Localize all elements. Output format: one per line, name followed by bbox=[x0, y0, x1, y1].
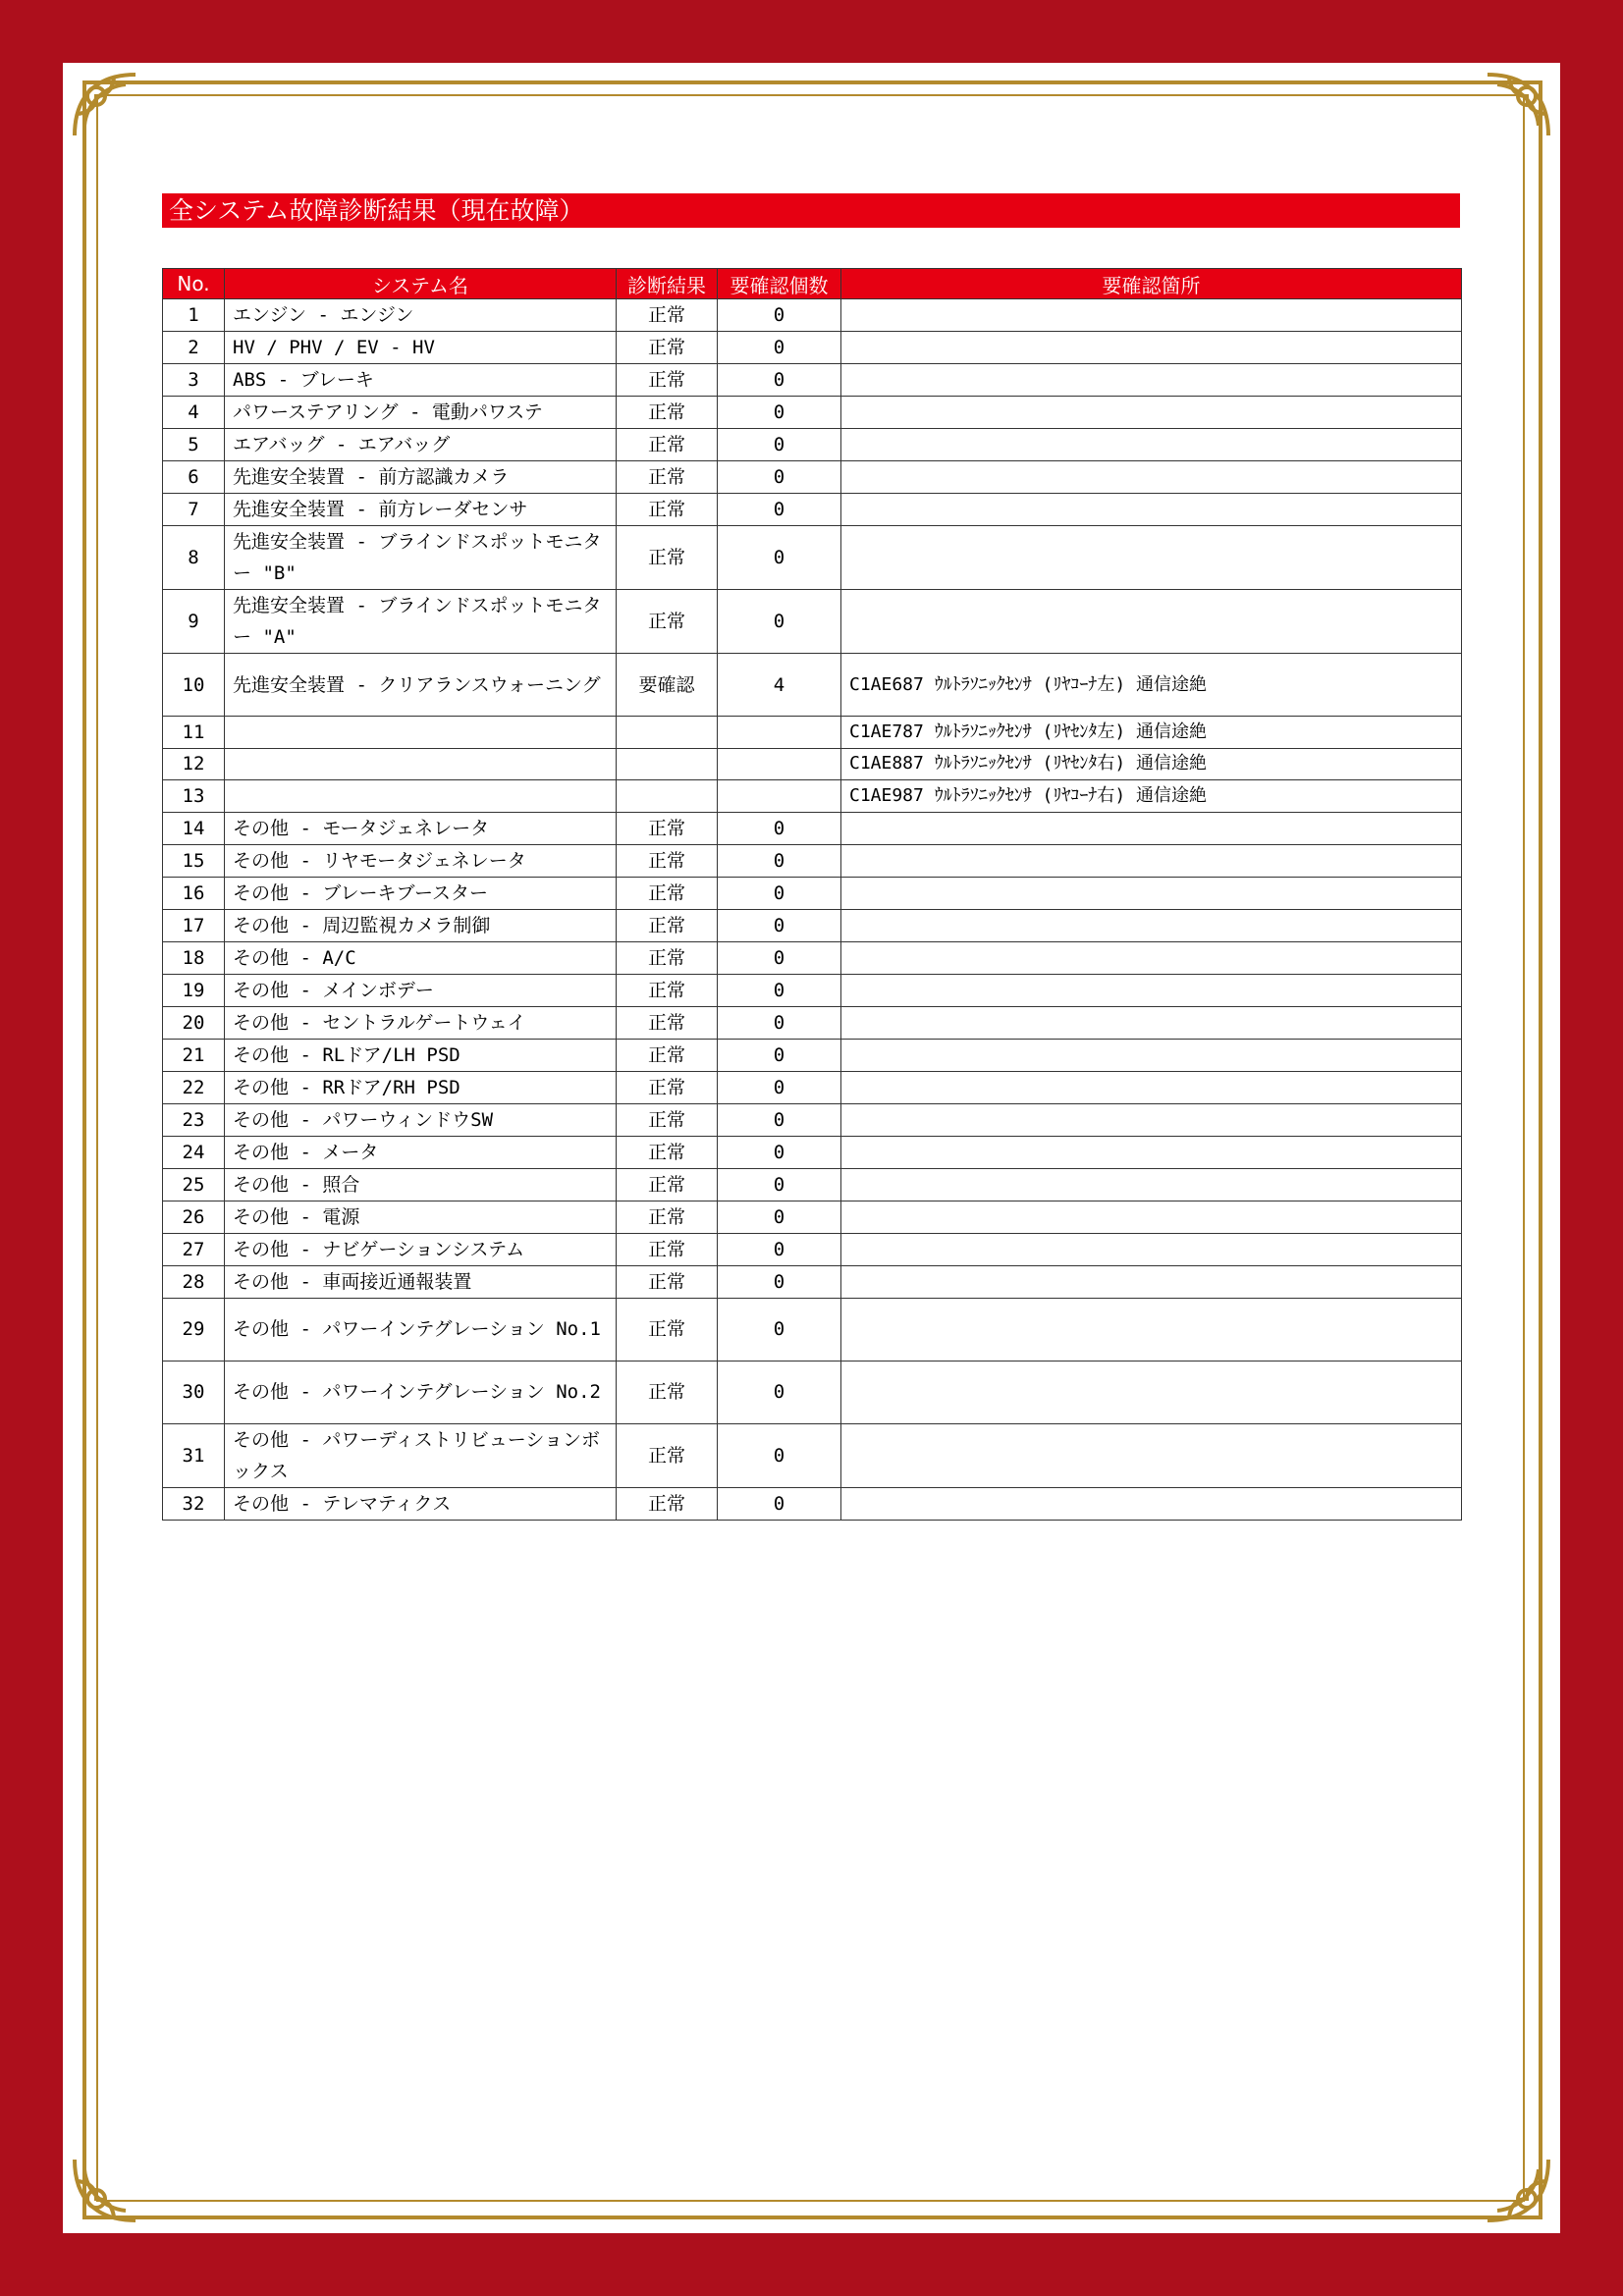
cell-system-name: その他 - 照合 bbox=[225, 1168, 617, 1201]
cell-check-count: 0 bbox=[718, 1168, 841, 1201]
table-row bbox=[163, 812, 1462, 844]
cell-no: 14 bbox=[163, 812, 225, 844]
cell-system-name: その他 - 周辺監視カメラ制御 bbox=[225, 909, 617, 941]
cell-no: 5 bbox=[163, 429, 225, 461]
cell-no: 29 bbox=[163, 1298, 225, 1361]
cell-check-count: 0 bbox=[718, 429, 841, 461]
cell-check-location: C1AE687 ｳﾙﾄﾗｿﾆｯｸｾﾝｻ (ﾘﾔｺｰﾅ左) 通信途絶 bbox=[841, 654, 1462, 717]
cell-check-count: 0 bbox=[718, 1103, 841, 1136]
cell-check-count: 0 bbox=[718, 1136, 841, 1168]
table-row bbox=[163, 494, 1462, 526]
cell-no: 12 bbox=[163, 748, 225, 780]
cell-diagnosis-result: 正常 bbox=[617, 332, 718, 364]
cell-check-count bbox=[718, 780, 841, 813]
cell-check-count: 0 bbox=[718, 1298, 841, 1361]
cell-no: 8 bbox=[163, 526, 225, 590]
cell-no: 19 bbox=[163, 974, 225, 1006]
cell-system-name: その他 - メータ bbox=[225, 1136, 617, 1168]
cell-check-location bbox=[841, 1006, 1462, 1039]
cell-diagnosis-result: 正常 bbox=[617, 1487, 718, 1520]
table-row bbox=[163, 364, 1462, 397]
cell-check-location bbox=[841, 461, 1462, 494]
cell-system-name: その他 - 電源 bbox=[225, 1201, 617, 1233]
cell-no: 18 bbox=[163, 941, 225, 974]
cell-no: 13 bbox=[163, 780, 225, 813]
cell-diagnosis-result: 正常 bbox=[617, 812, 718, 844]
cell-check-count: 0 bbox=[718, 812, 841, 844]
cell-diagnosis-result: 正常 bbox=[617, 1201, 718, 1233]
cell-check-location bbox=[841, 1136, 1462, 1168]
cell-system-name: その他 - モータジェネレータ bbox=[225, 812, 617, 844]
cell-no: 22 bbox=[163, 1071, 225, 1103]
cell-diagnosis-result: 正常 bbox=[617, 494, 718, 526]
table-row bbox=[163, 1233, 1462, 1265]
cell-diagnosis-result bbox=[617, 748, 718, 780]
cell-check-location: C1AE887 ｳﾙﾄﾗｿﾆｯｸｾﾝｻ (ﾘﾔｾﾝﾀ右) 通信途絶 bbox=[841, 748, 1462, 780]
cell-check-count: 0 bbox=[718, 1423, 841, 1487]
cell-no: 2 bbox=[163, 332, 225, 364]
cell-diagnosis-result: 正常 bbox=[617, 909, 718, 941]
cell-system-name: エンジン - エンジン bbox=[225, 299, 617, 332]
cell-diagnosis-result: 正常 bbox=[617, 590, 718, 654]
cell-check-count: 0 bbox=[718, 941, 841, 974]
ornament-corner-icon bbox=[1468, 2140, 1556, 2228]
header-no: No. bbox=[163, 269, 225, 299]
cell-diagnosis-result: 正常 bbox=[617, 364, 718, 397]
cell-diagnosis-result bbox=[617, 780, 718, 813]
cell-no: 32 bbox=[163, 1487, 225, 1520]
cell-diagnosis-result: 要確認 bbox=[617, 654, 718, 717]
cell-system-name: 先進安全装置 - ブラインドスポットモニター "B" bbox=[225, 526, 617, 590]
cell-no: 27 bbox=[163, 1233, 225, 1265]
cell-system-name: エアバッグ - エアバッグ bbox=[225, 429, 617, 461]
table-row bbox=[163, 461, 1462, 494]
cell-check-location bbox=[841, 1039, 1462, 1071]
cell-check-location bbox=[841, 397, 1462, 429]
cell-system-name: その他 - セントラルゲートウェイ bbox=[225, 1006, 617, 1039]
cell-diagnosis-result: 正常 bbox=[617, 1361, 718, 1423]
cell-no: 11 bbox=[163, 717, 225, 749]
table-row bbox=[163, 332, 1462, 364]
cell-check-location bbox=[841, 941, 1462, 974]
cell-no: 10 bbox=[163, 654, 225, 717]
table-row bbox=[163, 844, 1462, 877]
cell-diagnosis-result: 正常 bbox=[617, 1423, 718, 1487]
cell-check-count: 0 bbox=[718, 1361, 841, 1423]
cell-no: 26 bbox=[163, 1201, 225, 1233]
table-row bbox=[163, 1006, 1462, 1039]
diagnosis-table bbox=[162, 268, 1462, 1521]
cell-system-name: その他 - メインボデー bbox=[225, 974, 617, 1006]
cell-check-count: 0 bbox=[718, 974, 841, 1006]
cell-check-location bbox=[841, 526, 1462, 590]
table-row bbox=[163, 590, 1462, 654]
cell-system-name: 先進安全装置 - クリアランスウォーニング bbox=[225, 654, 617, 717]
cell-check-location bbox=[841, 974, 1462, 1006]
cell-check-count: 0 bbox=[718, 1039, 841, 1071]
cell-system-name: その他 - 車両接近通報装置 bbox=[225, 1265, 617, 1298]
cell-check-count: 0 bbox=[718, 1265, 841, 1298]
cell-diagnosis-result: 正常 bbox=[617, 941, 718, 974]
cell-check-location bbox=[841, 590, 1462, 654]
cell-system-name: 先進安全装置 - 前方認識カメラ bbox=[225, 461, 617, 494]
table-row bbox=[163, 1265, 1462, 1298]
cell-diagnosis-result: 正常 bbox=[617, 299, 718, 332]
cell-no: 9 bbox=[163, 590, 225, 654]
table-row bbox=[163, 877, 1462, 909]
cell-diagnosis-result: 正常 bbox=[617, 1168, 718, 1201]
table-row bbox=[163, 1136, 1462, 1168]
cell-check-count: 0 bbox=[718, 1006, 841, 1039]
table-row bbox=[163, 780, 1462, 813]
cell-check-count: 0 bbox=[718, 1071, 841, 1103]
cell-diagnosis-result: 正常 bbox=[617, 1136, 718, 1168]
cell-check-location bbox=[841, 1233, 1462, 1265]
cell-check-location bbox=[841, 429, 1462, 461]
table-row bbox=[163, 397, 1462, 429]
cell-system-name: その他 - パワーインテグレーション No.2 bbox=[225, 1361, 617, 1423]
cell-system-name: その他 - ブレーキブースター bbox=[225, 877, 617, 909]
cell-no: 7 bbox=[163, 494, 225, 526]
table-row bbox=[163, 299, 1462, 332]
cell-no: 30 bbox=[163, 1361, 225, 1423]
cell-diagnosis-result: 正常 bbox=[617, 397, 718, 429]
cell-diagnosis-result: 正常 bbox=[617, 844, 718, 877]
cell-system-name: その他 - パワーディストリビューションボックス bbox=[225, 1423, 617, 1487]
cell-diagnosis-result: 正常 bbox=[617, 1006, 718, 1039]
cell-check-location bbox=[841, 1361, 1462, 1423]
header-system-name: システム名 bbox=[225, 269, 617, 299]
cell-no: 15 bbox=[163, 844, 225, 877]
cell-check-location bbox=[841, 1071, 1462, 1103]
cell-check-location bbox=[841, 877, 1462, 909]
cell-system-name: その他 - RRドア/RH PSD bbox=[225, 1071, 617, 1103]
table-row bbox=[163, 1201, 1462, 1233]
cell-no: 3 bbox=[163, 364, 225, 397]
cell-system-name: パワーステアリング - 電動パワステ bbox=[225, 397, 617, 429]
cell-check-count: 0 bbox=[718, 844, 841, 877]
cell-system-name: その他 - パワーインテグレーション No.1 bbox=[225, 1298, 617, 1361]
cell-diagnosis-result: 正常 bbox=[617, 1298, 718, 1361]
cell-check-location bbox=[841, 494, 1462, 526]
cell-diagnosis-result: 正常 bbox=[617, 1233, 718, 1265]
table-row bbox=[163, 1039, 1462, 1071]
cell-system-name: その他 - パワーウィンドウSW bbox=[225, 1103, 617, 1136]
cell-check-count: 0 bbox=[718, 461, 841, 494]
cell-check-location: C1AE987 ｳﾙﾄﾗｿﾆｯｸｾﾝｻ (ﾘﾔｺｰﾅ右) 通信途絶 bbox=[841, 780, 1462, 813]
cell-system-name: その他 - テレマティクス bbox=[225, 1487, 617, 1520]
table-row bbox=[163, 748, 1462, 780]
cell-system-name: その他 - A/C bbox=[225, 941, 617, 974]
table-header-row bbox=[163, 269, 1462, 299]
cell-system-name bbox=[225, 717, 617, 749]
table-row bbox=[163, 941, 1462, 974]
cell-no: 28 bbox=[163, 1265, 225, 1298]
cell-no: 31 bbox=[163, 1423, 225, 1487]
cell-diagnosis-result: 正常 bbox=[617, 1071, 718, 1103]
cell-check-location bbox=[841, 812, 1462, 844]
cell-check-count bbox=[718, 748, 841, 780]
ornament-corner-icon bbox=[67, 2140, 155, 2228]
cell-check-count: 0 bbox=[718, 299, 841, 332]
cell-check-location bbox=[841, 299, 1462, 332]
table-row bbox=[163, 1487, 1462, 1520]
ornament-corner-icon bbox=[1468, 67, 1556, 155]
cell-no: 16 bbox=[163, 877, 225, 909]
table-row bbox=[163, 654, 1462, 717]
cell-check-count: 0 bbox=[718, 332, 841, 364]
cell-check-location bbox=[841, 844, 1462, 877]
cell-check-location bbox=[841, 1487, 1462, 1520]
cell-check-location: C1AE787 ｳﾙﾄﾗｿﾆｯｸｾﾝｻ (ﾘﾔｾﾝﾀ左) 通信途絶 bbox=[841, 717, 1462, 749]
cell-diagnosis-result: 正常 bbox=[617, 1265, 718, 1298]
cell-check-location bbox=[841, 1423, 1462, 1487]
cell-check-count: 0 bbox=[718, 526, 841, 590]
cell-check-location bbox=[841, 1168, 1462, 1201]
cell-check-count: 0 bbox=[718, 397, 841, 429]
cell-no: 21 bbox=[163, 1039, 225, 1071]
ornament-corner-icon bbox=[67, 67, 155, 155]
header-check-location: 要確認箇所 bbox=[841, 269, 1462, 299]
cell-check-location bbox=[841, 1103, 1462, 1136]
table-row bbox=[163, 1361, 1462, 1423]
cell-check-location bbox=[841, 1298, 1462, 1361]
cell-check-count: 0 bbox=[718, 1487, 841, 1520]
table-row bbox=[163, 974, 1462, 1006]
cell-no: 1 bbox=[163, 299, 225, 332]
header-check-count: 要確認個数 bbox=[718, 269, 841, 299]
table-row bbox=[163, 909, 1462, 941]
cell-diagnosis-result: 正常 bbox=[617, 526, 718, 590]
cell-diagnosis-result bbox=[617, 717, 718, 749]
cell-check-count: 4 bbox=[718, 654, 841, 717]
cell-no: 17 bbox=[163, 909, 225, 941]
cell-check-count: 0 bbox=[718, 494, 841, 526]
table-row bbox=[163, 717, 1462, 749]
cell-diagnosis-result: 正常 bbox=[617, 429, 718, 461]
table-row bbox=[163, 429, 1462, 461]
cell-check-count: 0 bbox=[718, 590, 841, 654]
cell-check-count: 0 bbox=[718, 1233, 841, 1265]
cell-no: 24 bbox=[163, 1136, 225, 1168]
table-row bbox=[163, 1298, 1462, 1361]
cell-check-count: 0 bbox=[718, 1201, 841, 1233]
cell-check-location bbox=[841, 1201, 1462, 1233]
table-row bbox=[163, 1168, 1462, 1201]
cell-system-name bbox=[225, 748, 617, 780]
cell-no: 25 bbox=[163, 1168, 225, 1201]
cell-check-count: 0 bbox=[718, 877, 841, 909]
table-row bbox=[163, 526, 1462, 590]
cell-system-name: その他 - リヤモータジェネレータ bbox=[225, 844, 617, 877]
cell-no: 23 bbox=[163, 1103, 225, 1136]
cell-check-location bbox=[841, 909, 1462, 941]
cell-check-count: 0 bbox=[718, 364, 841, 397]
table-body bbox=[163, 299, 1462, 1521]
cell-diagnosis-result: 正常 bbox=[617, 461, 718, 494]
cell-check-location bbox=[841, 332, 1462, 364]
cell-diagnosis-result: 正常 bbox=[617, 974, 718, 1006]
cell-no: 20 bbox=[163, 1006, 225, 1039]
cell-system-name: その他 - ナビゲーションシステム bbox=[225, 1233, 617, 1265]
cell-system-name: 先進安全装置 - ブラインドスポットモニター "A" bbox=[225, 590, 617, 654]
cell-check-location bbox=[841, 1265, 1462, 1298]
table-row bbox=[163, 1071, 1462, 1103]
cell-diagnosis-result: 正常 bbox=[617, 1103, 718, 1136]
cell-check-count bbox=[718, 717, 841, 749]
cell-system-name: その他 - RLドア/LH PSD bbox=[225, 1039, 617, 1071]
page-title: 全システム故障診断結果（現在故障） bbox=[162, 193, 1460, 228]
cell-no: 6 bbox=[163, 461, 225, 494]
cell-system-name: ABS - ブレーキ bbox=[225, 364, 617, 397]
cell-system-name: 先進安全装置 - 前方レーダセンサ bbox=[225, 494, 617, 526]
cell-check-location bbox=[841, 364, 1462, 397]
cell-system-name: HV / PHV / EV - HV bbox=[225, 332, 617, 364]
cell-diagnosis-result: 正常 bbox=[617, 1039, 718, 1071]
cell-no: 4 bbox=[163, 397, 225, 429]
table-row bbox=[163, 1103, 1462, 1136]
cell-diagnosis-result: 正常 bbox=[617, 877, 718, 909]
cell-system-name bbox=[225, 780, 617, 813]
header-diagnosis-result: 診断結果 bbox=[617, 269, 718, 299]
table-row bbox=[163, 1423, 1462, 1487]
cell-check-count: 0 bbox=[718, 909, 841, 941]
